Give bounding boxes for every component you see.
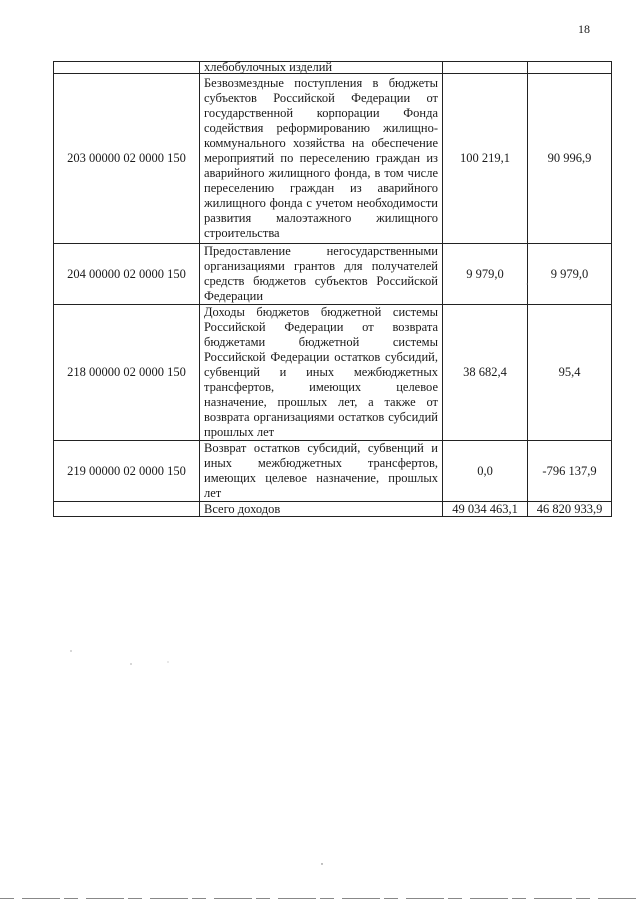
description-cell: Возврат остатков субсидий, субвенций и иных межбюджетных трансфертов, имеющих целевое назначение, прошлых лет (200, 441, 443, 502)
description-cell: Безвозмездные поступления в бюджеты субъектов Российской Федерации от государственной корпорации Фонда содействия реформированию жилищно-коммунального хозяйства на обеспечение мероприятий по переселению граждан из аварийного жилищного фонда, в том числе переселению граждан из аварийного жилищного фонда с учетом необходимости развития малоэтажного жилищного строительства (200, 74, 443, 244)
page-number: 18 (578, 22, 590, 36)
value-1-cell: 0,0 (443, 441, 528, 502)
value-2-cell (528, 62, 612, 74)
description-cell: Предоставление негосударственными организациями грантов для получателей средств бюджетов субъектов Российской Федерации (200, 244, 443, 305)
budget-code-cell (54, 62, 200, 74)
value-2-cell: 90 996,9 (528, 74, 612, 244)
table-row (54, 74, 612, 244)
scan-edge-line (0, 898, 640, 899)
table-row (54, 305, 612, 441)
budget-revenue-table (53, 61, 612, 517)
budget-code-cell: 218 00000 02 0000 150 (54, 305, 200, 441)
value-1-cell: 9 979,0 (443, 244, 528, 305)
value-1-cell (443, 62, 528, 74)
value-2-cell: 95,4 (528, 305, 612, 441)
description-cell: хлебобулочных изделий (200, 62, 443, 74)
budget-code-cell: 204 00000 02 0000 150 (54, 244, 200, 305)
value-2-cell: -796 137,9 (528, 441, 612, 502)
value-2-cell: 9 979,0 (528, 244, 612, 305)
total-label: Всего доходов (200, 502, 443, 517)
table-row (54, 441, 612, 502)
total-code-cell (54, 502, 200, 517)
value-1-cell: 100 219,1 (443, 74, 528, 244)
value-1-cell: 38 682,4 (443, 305, 528, 441)
budget-code-cell: 203 00000 02 0000 150 (54, 74, 200, 244)
table-row-continuation (54, 62, 612, 74)
total-value-2: 46 820 933,9 (528, 502, 612, 517)
budget-code-cell: 219 00000 02 0000 150 (54, 441, 200, 502)
total-value-1: 49 034 463,1 (443, 502, 528, 517)
table-row (54, 244, 612, 305)
total-row (54, 502, 612, 517)
description-cell: Доходы бюджетов бюджетной системы Российской Федерации от возврата бюджетами бюджетной системы Российской Федерации остатков субсидий, субвенций и иных межбюджетных трансфертов, имеющих целевое назначение, прошлых лет, а также от возврата организациями остатков субсидий прошлых лет (200, 305, 443, 441)
